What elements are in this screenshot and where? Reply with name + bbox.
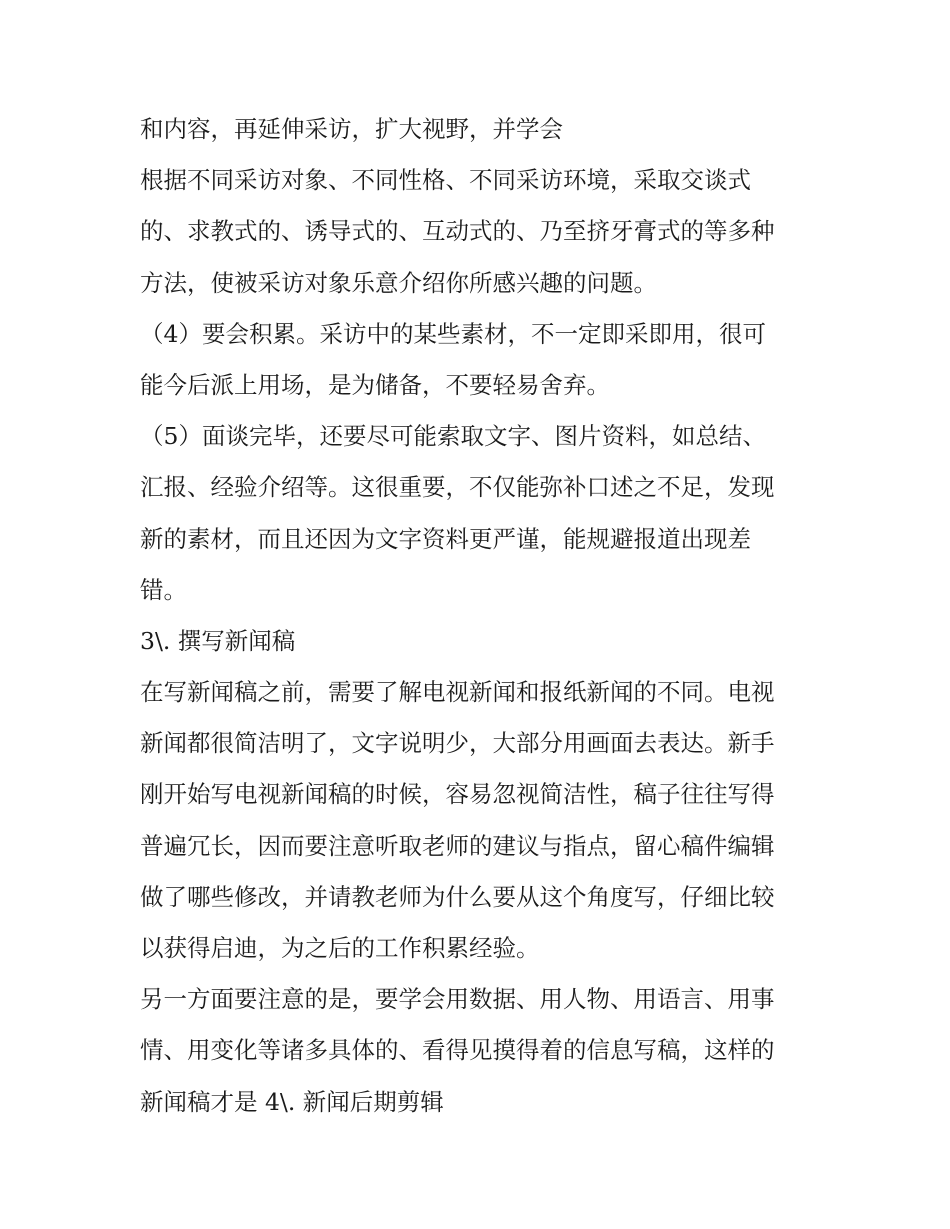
document-body (140, 110, 820, 1134)
text-line: 能今后派上用场，是为储备，不要轻易舍弃。 (140, 370, 610, 399)
text-line: 以获得启迪，为之后的工作积累经验。 (140, 934, 540, 962)
text-line: 在写新闻稿之前，需要了解电视新闻和报纸新闻的不同。电视 (140, 678, 775, 707)
section-heading: 3\. 撰写新闻稿 (140, 626, 296, 655)
text-line: 另一方面要注意的是，要学会用数据、用人物、用语言、用事 (140, 985, 775, 1014)
text-line: 新的素材，而且还因为文字资料更严谨，能规避报道出现差 (140, 524, 751, 553)
text-line: （4）要会积累。采访中的某些素材，不一定即采即用，很可 (140, 319, 766, 348)
text-line: 刚开始写电视新闻稿的时候，容易忽视简洁性，稿子往往写得 (140, 780, 775, 809)
text-line: 方法，使被采访对象乐意介绍你所感兴趣的问题。 (140, 268, 657, 297)
text-line: 新闻稿才是 4\. 新闻后期剪辑 (140, 1087, 444, 1116)
text-line: 和内容，再延伸采访，扩大视野，并学会 (140, 115, 563, 143)
text-line: 情、用变化等诸多具体的、看得见摸得着的信息写稿，这样的 (140, 1036, 775, 1065)
text-line: 的、求教式的、诱导式的、互动式的、乃至挤牙膏式的等多种 (140, 217, 775, 246)
text-line: 做了哪些修改，并请教老师为什么要从这个角度写，仔细比较 (140, 882, 775, 911)
text-line: 错。 (140, 575, 187, 604)
text-line: 普遍冗长，因而要注意听取老师的建议与指点，留心稿件编辑 (140, 831, 775, 860)
text-line: 根据不同采访对象、不同性格、不同采访环境，采取交谈式 (140, 166, 751, 195)
text-line: 汇报、经验介绍等。这很重要，不仅能弥补口述之不足，发现 (140, 473, 775, 502)
text-line: （5）面谈完毕，还要尽可能索取文字、图片资料，如总结、 (140, 422, 766, 451)
text-line: 新闻都很简洁明了，文字说明少，大部分用画面去表达。新手 (140, 729, 775, 758)
